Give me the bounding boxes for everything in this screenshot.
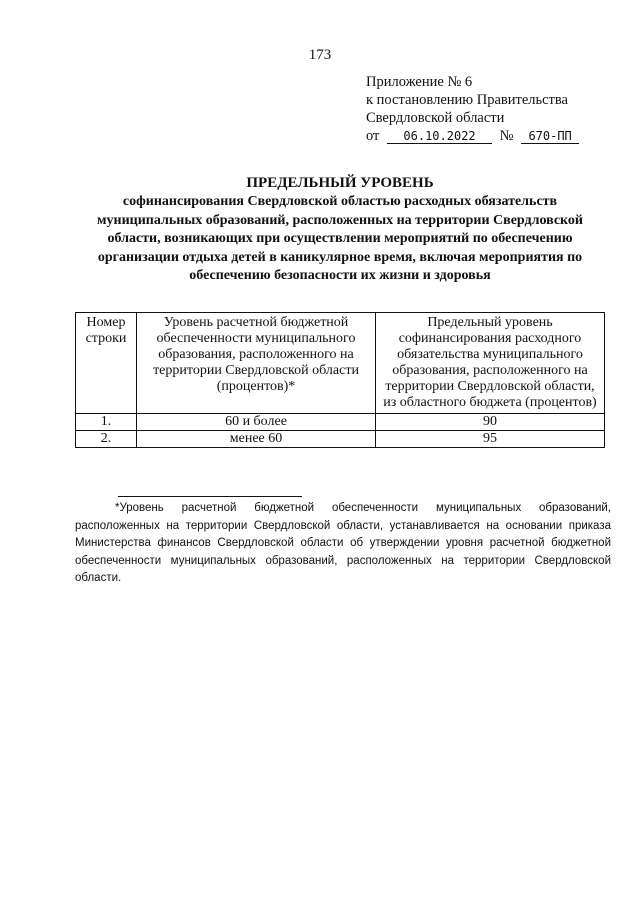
document-subtitle: софинансирования Свердловской областью расходных обязательств муниципальных образований, расположенных на территории Свердловской области, возникающих при осуществлении мероприятий по обеспечению организации отдыха детей в каникулярное время, включая мероприятия по обеспечению безопасности их жизни и здоровья (97, 194, 583, 283)
footnote: *Уровень расчетной бюджетной обеспеченности муниципальных образований, расположенных на территории Свердловской области, устанавливается на основании приказа Министерства финансов Свердловской области об утверждении уровня расчетной бюджетной обеспеченности муниципальных образований, расположенных на территории Свердловской области. (75, 502, 611, 584)
header-budget-level: Уровень расчетной бюджетной обеспеченности муниципального образования, расположенного на территории Свердловской области (процентов)* (137, 313, 376, 414)
footnote-divider (118, 496, 302, 497)
cofinancing-table (75, 312, 605, 448)
row-number: 2. (76, 431, 137, 448)
page-number: 173 (308, 47, 332, 63)
appendix-date-line (366, 127, 579, 145)
decree-date: 06.10.2022 (387, 129, 492, 144)
header-row-number: Номер строки (76, 313, 137, 414)
appendix-title: Приложение № 6 (366, 74, 473, 90)
document-title: ПРЕДЕЛЬНЫЙ УРОВЕНЬ (246, 175, 434, 191)
appendix-decree: к постановлению Правительства (366, 92, 568, 108)
cofinancing-limit-value: 95 (376, 431, 605, 448)
appendix-block (366, 73, 579, 145)
table-header-row (76, 313, 605, 414)
appendix-region: Свердловской области (366, 110, 505, 126)
document-title-block (70, 173, 610, 286)
decree-number: 670-ПП (521, 129, 579, 144)
header-cofinancing-limit: Предельный уровень софинансирования расходного обязательства муниципального образования, расположенного на территории Свердловской области, из областного бюджета (процентов) (376, 313, 605, 414)
cofinancing-limit-value: 90 (376, 414, 605, 431)
table-row (76, 431, 605, 448)
table-row (76, 414, 605, 431)
number-prefix: № (499, 128, 514, 144)
row-number: 1. (76, 414, 137, 431)
budget-level-value: менее 60 (137, 431, 376, 448)
budget-level-value: 60 и более (137, 414, 376, 431)
date-prefix: от (366, 128, 380, 144)
